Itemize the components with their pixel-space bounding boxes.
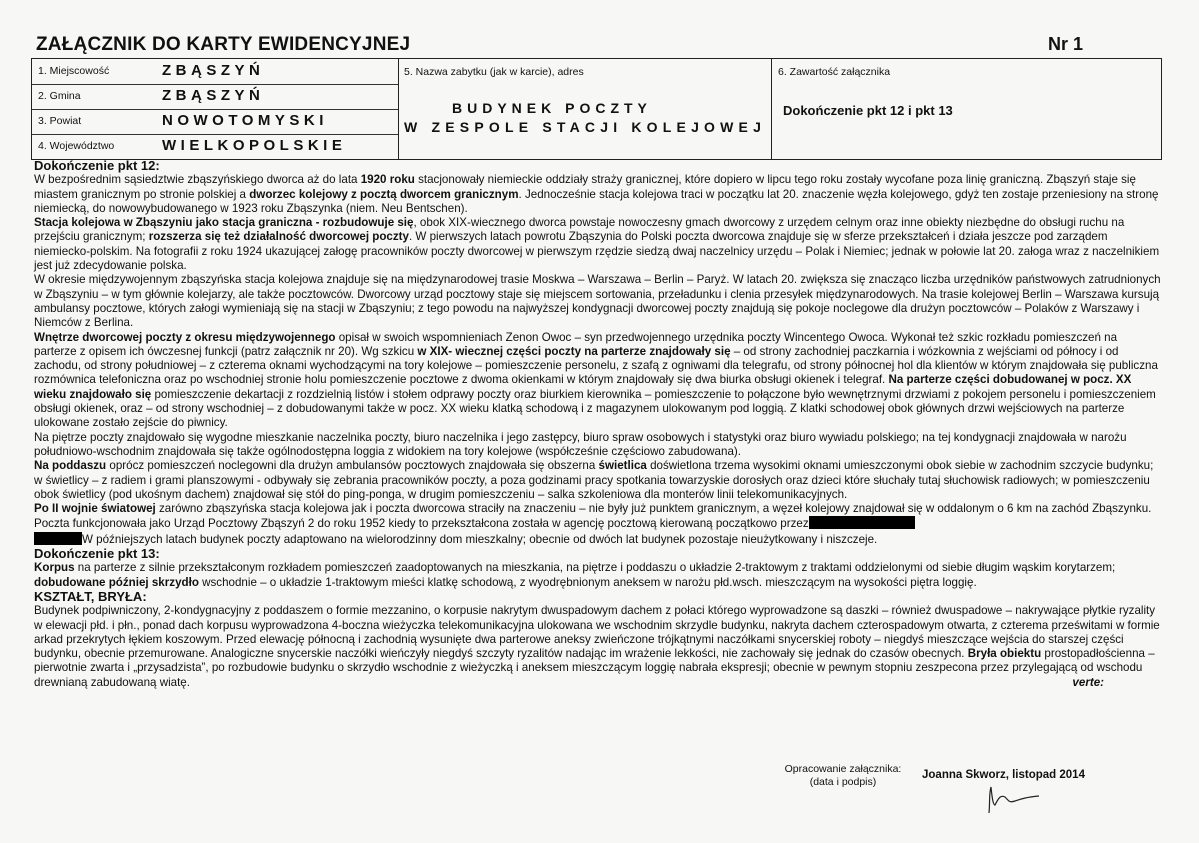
field-value-gmina: ZBĄSZYŃ <box>162 87 265 104</box>
contents-value: Dokończenie pkt 12 i pkt 13 <box>783 103 953 118</box>
paragraph: Stacja kolejowa w Zbąszyniu jako stacja graniczna - rozbudowuje się, obok XIX-wiecznego dworca powstaje nowoczesny gmach dworcowy z urzędem celnym oraz inne obiekty niezbędne do obsługi ruchu na przejściu granicznym; rozszerza się też działalność dworcowej poczty. W pierwszych latach powrotu Zbąszynia do Polski poczta dworcowa znajduje się w sferze przekształceń i działa jeszcze pod zarządem niemiecko-polskim. Na fotografii z roku 1924 ukazującej załogę pracowników poczty dworcowej w pierwszym rzędzie siedzą dwaj naczelnicy urzędu – Polak i Niemiec; jednak w połowie lat 20. załoga wraz z naczelnikiem jest już zdecydowanie polska. <box>34 216 1160 273</box>
field-value-miejscowosc: ZBĄSZYŃ <box>162 62 265 79</box>
field-label-gmina: 2. Gmina <box>38 90 81 102</box>
paragraph: Korpus na parterze z silnie przekształconym rozkładem pomieszczeń zaadoptowanych na mieszkania, na piętrze i poddaszu o układzie 2-traktowym z traktami oddzielonymi od siebie długim wąskim korytarzem; dobudowane później skrzydło wschodnie – o układzie 1-traktowym mieści klatkę schodową, z wyodrębnionym aneksem w narożu płd.wsch. mieszczącym na wysokości piętra loggię. <box>34 561 1116 589</box>
signature-icon <box>983 783 1043 817</box>
field-label-wojewodztwo: 4. Województwo <box>38 140 115 152</box>
monument-label: 5. Nazwa zabytku (jak w karcie), adres <box>404 66 584 78</box>
footer-label: Opracowanie załącznika: (data i podpis) <box>784 763 902 788</box>
paragraph: Wnętrze dworcowej poczty z okresu międzywojennego opisał w swoich wspomnieniach Zenon Owoc – syn przedwojennego urzędnika poczty Wincentego Owoca. Wykonał też szkic rozkładu pomieszczeń na parterze z opisem ich ówczesnej funkcji (patrz załącznik nr 20). Wg szkicu w XIX- wiecznej części poczty na parterze znajdowały się – od strony zachodniej paczkarnia i wózkownia z wejściami od północy i od zachodu, od strony południowej – z czterema oknami wychodzącymi na tory kolejowe – pomieszczenie personelu, z szafą z ogniwami dla telegrafu, od strony północnej hol dla klientów w którym znajdowała się publiczna rozmównica telefoniczna oraz po wschodniej stronie holu pomieszczenie pocztowe z dwoma okienkami w którym znajdowały się dwa biurka obsługi okienek i telegraf. Na parterze części dobudowanej w pocz. XX wieku znajdowało się pomieszczenie dekartacji z rozdzielnią listów i stołem odprawy poczty oraz biurkiem kierownika – pomieszczenie to połączone było wewnętrznymi drzwiami z pokojem personelu i pomieszczeniem obsługi okienek, oraz – od strony wschodniej – z dobudowanymi także w pocz. XX wieku klatką schodową i z magazynem ulokowanym pod loggią. Z klatki schodowej obok głównych drzwi wejściowych na parterze ulokowane zostało zejście do piwnicy. <box>34 330 1158 430</box>
paragraph: Na piętrze poczty znajdowało się wygodne mieszkanie naczelnika poczty, biuro naczelnika i jego zastępcy, biuro spraw osobowych i statystyki oraz biuro wywiadu polskiego; na tej kondygnacji znajdowała w narożu południowo-wschodnim znajdowała się także ogólnodostępna loggia z widokiem na tory kolejowe (współcześnie częściowo zabudowana). <box>34 430 1127 458</box>
contents-label: 6. Zawartość załącznika <box>778 66 891 78</box>
section-heading-shape: KSZTAŁT, BRYŁA: <box>34 588 147 604</box>
section-heading-13: Dokończenie pkt 13: <box>34 546 160 562</box>
monument-name-line1: BUDYNEK POCZTY <box>452 100 652 116</box>
redaction-block <box>34 532 82 545</box>
section-heading-12: Dokończenie pkt 12: <box>34 158 160 173</box>
document-body <box>34 159 1162 690</box>
paragraph: W bezpośrednim sąsiedztwie zbąszyńskiego dworca aż do lata 1920 roku stacjonowały niemieckie oddziały straży granicznej, które dopiero w lipcu tego roku zostały wycofane poza linię graniczną. Zbąszyń staje się miastem granicznym po stronie polskiej a dworzec kolejowy z pocztą dworcem granicznym. Jednocześnie stacja kolejowa traci w początku lat 20. znaczenie węzła kolejowego, gdyż ten zostaje przeniesiony na stronę niemiecką, do nowowybudowanego w 1923 roku Zbąszynka (niem. Neu Bentschen). <box>34 173 1159 215</box>
field-value-powiat: NOWOTOMYSKI <box>162 112 328 129</box>
monument-name-line2: W ZESPOLE STACJI KOLEJOWEJ <box>404 119 767 135</box>
paragraph: Budynek podpiwniczony, 2-kondygnacyjny z poddaszem o formie mezzanino, o korpusie nakrytym dwuspadowym dachem z połaci którego wyprowadzone są daszki – również dwuspadowe – nakrywające płytkie ryzality w elewacji płd. i płn., ponad dach korpusu wyprowadzona 4-boczna wieżyczka telekomunikacyjna ulokowana we wschodnim skrzydle budynku, nakryta dachem czterospadowym otwarta, z czterema prześwitami w formie arkad przekrytych łękiem koszowym. Przed elewację północną i zachodnią wysunięte dwa parterowe aneksy zwieńczone trójkątnymi naczółkami snycerskiej roboty – niegdyś mieszczące wejścia do starszej części budynku, obecnie przemurowane. Analogiczne snycerskie naczółki wieńczyły niegdyś szczyty ryzalitów nadając im wrażenie lekkości, nie zachowały się jednak do czasów obecnych. Bryła obiektu prostopadłościenna – pierwotnie zwarta i „przysadzista”, po rozbudowie budynku o skrzydło wschodnie z wieżyczką i aneksem mieszczącym loggię nabrała ekspresji; obecnie w pewnym stopniu zeszpecona przez przylegającą od wschodu drewnianą zabudowaną wiatę. verte: <box>34 604 1160 689</box>
redaction-block <box>809 516 915 529</box>
attachment-number: Nr 1 <box>1048 34 1084 54</box>
paragraph: Po II wojnie światowej zarówno zbąszyńska stacja kolejowa jak i poczta dworcowa straciły na znaczeniu – nie były już punktem granicznym, a węzeł kolejowy znajdował się w oddalonym o 6 km na zachód Zbąszynku. Poczta funkcjonowała jako Urząd Pocztowy Zbąszyń 2 do roku 1952 kiedy to przekształcona została w agencję pocztową kierowaną początkowo przez W późniejszych latach budynek poczty adaptowano na wielorodzinny dom mieszkalny; obecnie od dwóch lat budynek pozostaje nieużytkowany i niszczeje. <box>34 502 1152 546</box>
paragraph: W okresie międzywojennym zbąszyńska stacja kolejowa znajduje się na międzynarodowej trasie Moskwa – Warszawa – Berlin – Paryż. W latach 20. zwiększa się znacząco liczba urzędników państwowych zatrudnionych w Zbąszyniu – w tym głównie kolejarzy, ale także pocztowców. Dworcowy urząd pocztowy staje się miejscem sortowania, przeładunku i clenia przesyłek międzynarodowych. Na trasie kolejowej Berlin – Warszawa kursują ambulansy pocztowe, których załogi wymieniają się na stacji w Zbąszyniu; z tego powodu na najwyższej kondygnacji dworcowej poczty znajdują się pokoje noclegowe dla drużyn pocztowców – Polaków z Warszawy i Niemców z Berlina. <box>34 273 1161 330</box>
verte-note: verte: <box>1072 675 1104 689</box>
footer-author: Joanna Skworz, listopad 2014 <box>922 769 1085 781</box>
field-value-wojewodztwo: WIELKOPOLSKIE <box>162 137 347 154</box>
document-title: ZAŁĄCZNIK DO KARTY EWIDENCYJNEJ <box>36 34 411 55</box>
paragraph: Na poddaszu oprócz pomieszczeń noclegowni dla drużyn ambulansów pocztowych znajdowała się obszerna świetlica doświetlona trzema wysokimi oknami umieszczonymi obok siebie w zachodnim szczycie budynku; w świetlicy – z radiem i grami planszowymi - odbywały się zebrania pracowników poczty, a poza godzinami pracy spotkania towarzyskie dorosłych oraz dzieci które słuchały tutaj słuchowisk radiowych; w pomieszczeniu obok świetlicy (pod ukośnym dachem) znajdował się stół do ping-ponga, w drugim pomieszczeniu – salka szkoleniowa dla monterów linii telekomunikacyjnych. <box>34 459 1154 501</box>
field-label-powiat: 3. Powiat <box>38 115 82 127</box>
field-label-miejscowosc: 1. Miejscowość <box>38 65 110 77</box>
